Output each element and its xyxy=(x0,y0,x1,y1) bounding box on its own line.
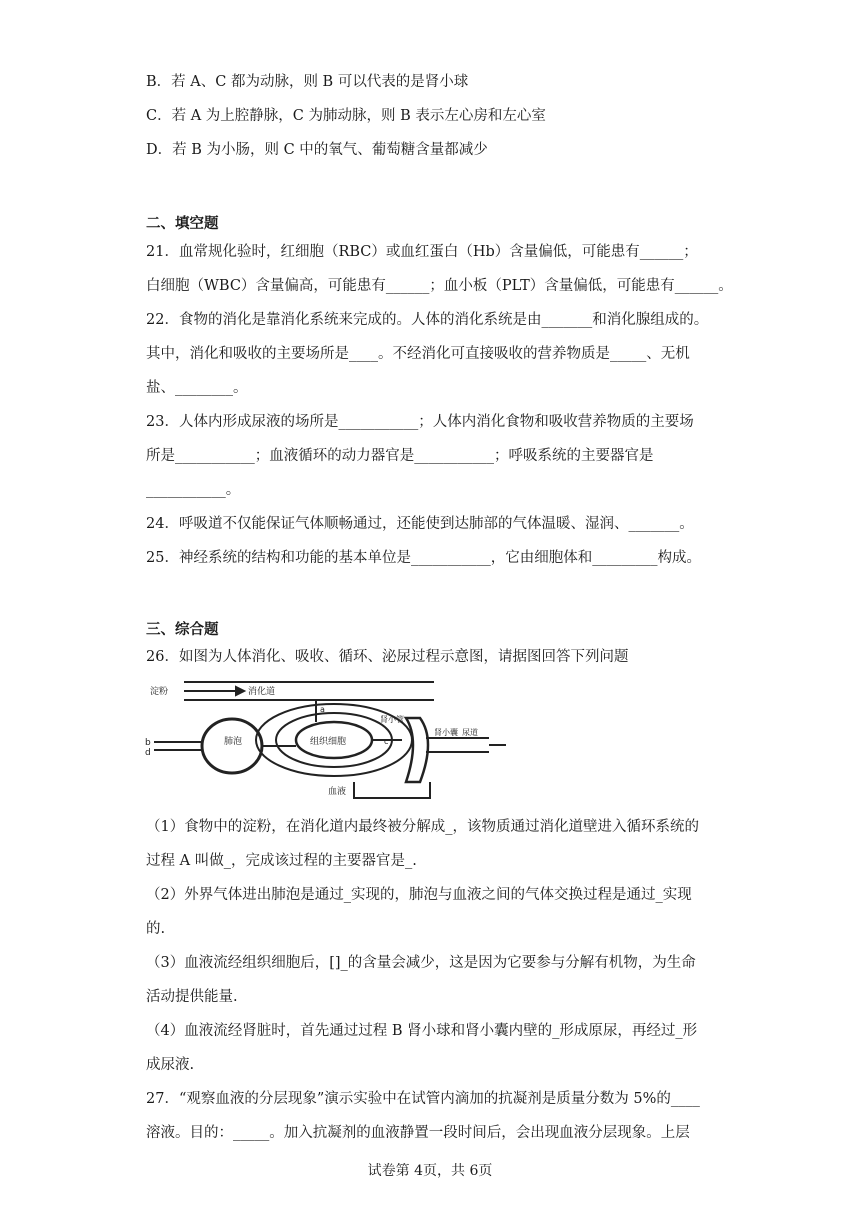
question-26-part-1-line-2: 过程 A 叫做_，完成该过程的主要器官是_. xyxy=(146,853,417,869)
question-26-part-3-line-1: （3）血液流经组织细胞后，[]_的含量会减少，这是因为它要参与分解有机物，为生命 xyxy=(146,955,696,971)
letter-b-label: b xyxy=(145,738,151,748)
option-c: C．若 A 为上腔静脉，C 为肺动脉，则 B 表示左心房和左心室 xyxy=(146,108,546,124)
renal-tubule-label: 肾小管 xyxy=(380,715,404,724)
question-26-part-1-line-1: （1）食物中的淀粉，在消化道内最终被分解成_，该物质通过消化道壁进入循环系统的 xyxy=(146,819,699,835)
question-26-part-4-line-1: （4）血液流经肾脏时，首先通过过程 B 肾小球和肾小囊内壁的_形成原尿，再经过_形 xyxy=(146,1023,698,1039)
question-22-line-3: 盐、________。 xyxy=(146,380,248,396)
question-27-line-2: 溶液。目的：_____。加入抗凝剂的血液静置一段时间后，会出现血液分层现象。上层 xyxy=(146,1125,690,1141)
page-footer: 试卷第 4页，共 6页 xyxy=(367,1163,493,1179)
urethra-label: 尿道 xyxy=(462,728,478,737)
question-23-line-1: 23．人体内形成尿液的场所是___________；人体内消化食物和吸收营养物质的主要场 xyxy=(146,414,694,430)
question-22-line-2: 其中，消化和吸收的主要场所是____。不经消化可直接吸收的营养物质是_____、无机 xyxy=(146,346,690,362)
question-26-part-2-line-1: （2）外界气体进出肺泡是通过_实现的，肺泡与血液之间的气体交换过程是通过_实现 xyxy=(146,887,692,903)
section-heading-fill-in: 二、填空题 xyxy=(146,216,219,232)
question-26-part-2-line-2: 的. xyxy=(146,921,166,937)
renal-capsule-label: 肾小囊 xyxy=(434,728,458,737)
question-21-line-2: 白细胞（WBC）含量偏高，可能患有______；血小板（PLT）含量偏低，可能患有______。 xyxy=(146,278,733,294)
section-heading-comprehensive: 三、综合题 xyxy=(146,622,219,638)
digestive-tract-label: 消化道 xyxy=(248,687,276,697)
digestion-circulation-diagram xyxy=(144,678,514,804)
question-26-part-4-line-2: 成尿液. xyxy=(146,1057,195,1073)
question-26-stem: 26．如图为人体消化、吸收、循环、泌尿过程示意图，请据图回答下列问题 xyxy=(146,649,629,665)
question-25: 25．神经系统的结构和功能的基本单位是___________，它由细胞体和_________构成。 xyxy=(146,550,701,566)
question-27-line-1: 27．“观察血液的分层现象”演示实验中在试管内滴加的抗凝剂是质量分数为 5%的____ xyxy=(146,1091,700,1107)
question-22-line-1: 22．食物的消化是靠消化系统来完成的。人体的消化系统是由_______和消化腺组成的。 xyxy=(146,312,709,328)
letter-d-label: d xyxy=(145,748,151,758)
starch-label: 淀粉 xyxy=(150,687,169,697)
letter-a-label: a xyxy=(320,705,325,714)
question-24: 24．呼吸道不仅能保证气体顺畅通过，还能使到达肺部的气体温暖、湿润、_______。 xyxy=(146,516,694,532)
alveolus-label: 肺泡 xyxy=(224,737,243,747)
letter-c-label: c xyxy=(384,737,389,746)
tissue-cells-label: 组织细胞 xyxy=(310,737,347,747)
question-21-line-1: 21．血常规化验时，红细胞（RBC）或血红蛋白（Hb）含量偏低，可能患有______； xyxy=(146,244,698,260)
option-d: D．若 B 为小肠，则 C 中的氧气、葡萄糖含量都减少 xyxy=(146,142,488,158)
question-23-line-2: 所是___________；血液循环的动力器官是___________；呼吸系统的主要器官是 xyxy=(146,448,654,464)
blood-label: 血液 xyxy=(328,787,347,797)
option-b: B．若 A、C 都为动脉，则 B 可以代表的是肾小球 xyxy=(146,74,469,90)
question-26-part-3-line-2: 活动提供能量. xyxy=(146,989,238,1005)
question-23-line-3: ___________。 xyxy=(146,482,241,498)
